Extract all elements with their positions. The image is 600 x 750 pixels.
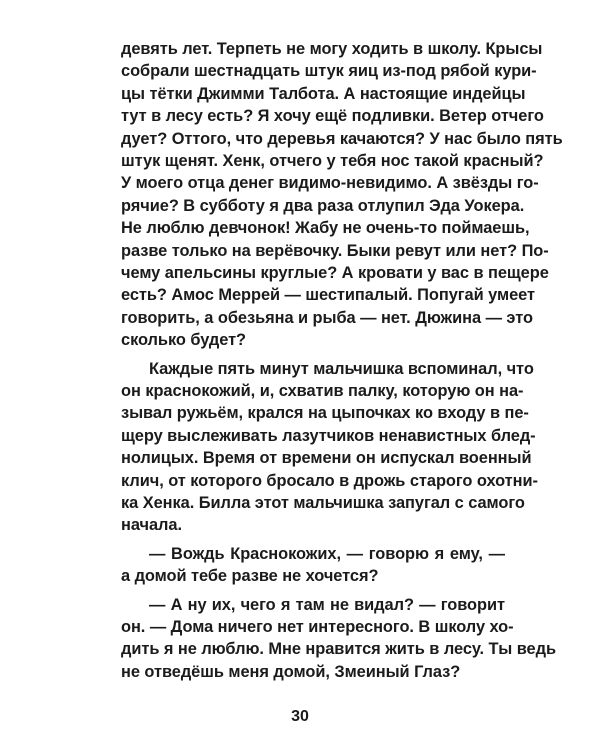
text-line: девять лет. Терпеть не могу ходить в школу. Крысы — [121, 40, 543, 58]
text-line: тут в лесу есть? Я хочу ещё подливки. Ветер отчего — [121, 107, 544, 125]
text-line: ка Хенка. Билла этот мальчишка запугал с самого — [121, 494, 525, 512]
text-line: щеру выслеживать лазутчиков ненавистных блед- — [121, 427, 536, 445]
text-line: У моего отца денег видимо-невидимо. А звёзды го- — [121, 174, 539, 192]
text-line: сколько будет? — [121, 331, 247, 349]
text-line: Не люблю девчонок! Жабу не очень-то поймаешь, — [121, 219, 530, 237]
text-line: начала. — [121, 516, 182, 534]
text-line: рячие? В субботу я два раза отлупил Эда Уокера. — [121, 197, 525, 215]
text-line: разве только на верёвочку. Быки ревут или нет? По- — [121, 242, 549, 260]
text-line: а домой тебе разве не хочется? — [121, 567, 379, 585]
text-line: зывал ружьём, крался на цыпочках ко входу в пе- — [121, 404, 529, 422]
text-line: говорить, а обезьяна и рыба — нет. Дюжина — это — [121, 309, 533, 327]
text-line: дует? Оттого, что деревья качаются? У нас было пять — [121, 130, 563, 148]
text-line: он краснокожий, и, схватив палку, которую он на- — [121, 382, 524, 400]
dialog-line: — Вождь Краснокожих, — говорю я ему, — — [149, 545, 505, 563]
text-line: цы тётки Джимми Талбота. А настоящие индейцы — [121, 85, 526, 103]
text-line: собрали шестнадцать штук яиц из-под рябой кури- — [121, 62, 537, 80]
text-line: нолицых. Время от времени он испускал военный — [121, 449, 532, 467]
text-line: не отведёшь меня домой, Змеиный Глаз? — [121, 663, 461, 681]
text-line: он. — Дома ничего нет интересного. В школу хо- — [121, 618, 514, 636]
page-number: 30 — [291, 708, 309, 725]
text-line: клич, от которого бросало в дрожь старого охотни- — [121, 472, 538, 490]
text-line: есть? Амос Меррей — шестипалый. Попугай умеет — [121, 286, 535, 304]
paragraph-first-line: Каждые пять минут мальчишка вспоминал, что — [149, 360, 534, 378]
text-line: штук щенят. Хенк, отчего у тебя нос такой красный? — [121, 152, 544, 170]
dialog-line: — А ну их, чего я там не видал? — говорит — [149, 596, 505, 614]
text-line: чему апельсины круглые? А кровати у вас в пещере — [121, 264, 549, 282]
text-line: дить я не люблю. Мне нравится жить в лесу. Ты ведь — [121, 640, 556, 658]
